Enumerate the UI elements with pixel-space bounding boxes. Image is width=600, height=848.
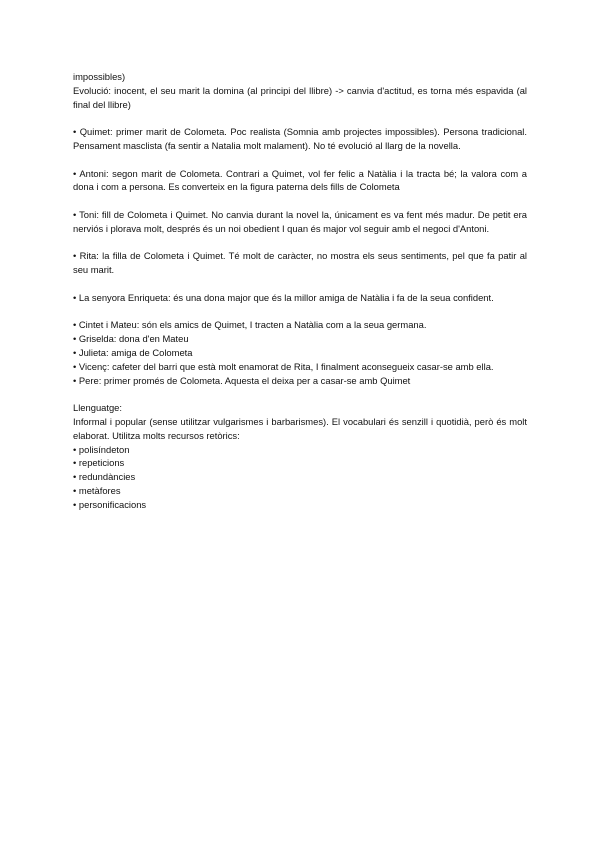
document-body [73, 70, 527, 512]
character-toni: • Toni: fill de Colometa i Quimet. No canvia durant la novel la, únicament es va fent més madur. De petit era nerviós i plorava molt, després és un noi obedient I quan és major vol seguir amb el negoci d'Antoni. [73, 208, 527, 234]
language-heading: Llenguatge: [73, 402, 123, 414]
language-item: • personificacions [73, 498, 147, 510]
language-item: • metàfores [73, 484, 121, 496]
intro-line-1: impossibles) [73, 71, 126, 82]
character-antoni: • Antoni: segon marit de Colometa. Contrari a Quimet, vol fer felic a Natàlia i la tracta bé; la valora com a dona i com a persona. Es converteix en la figura paterna dels fills de Colometa [73, 167, 527, 193]
character-enriqueta: • La senyora Enriqueta: és una dona major que és la millor amiga de Natàlia i fa de la seua confident. [73, 291, 494, 303]
character-quimet: • Quimet: primer marit de Colometa. Poc realista (Somnia amb projectes impossibles). Persona tradicional. Pensament masclista (fa sentir a Natalia molt malament). No té evolució al llarg de la novella. [73, 126, 527, 151]
language-item: • redundàncies [73, 471, 136, 483]
character-griselda: • Griselda: dona d'en Mateu [73, 333, 189, 345]
language-text: Informal i popular (sense utilitzar vulgarismes i barbarismes). El vocabulari és senzill i quotidià, però és molt elaborat. Utilitza molts recursos retòrics: [73, 415, 527, 441]
language-item: • repeticions [73, 457, 125, 469]
character-vicenc: • Vicenç: cafeter del barri que està molt enamorat de Rita, I finalment aconsegueix casar-se amb ella. [73, 360, 494, 372]
language-item: • polisíndeton [73, 443, 130, 455]
intro-evolution: Evolució: inocent, el seu marit la domina (al principi del llibre) -> canvia d'actitud, es torna més espavida (al final del llibre) [73, 84, 527, 110]
character-rita: • Rita: la filla de Colometa i Quimet. Té molt de caràcter, no mostra els seus sentiments, pel que fa patir al seu marit. [73, 250, 527, 276]
character-julieta: • Julieta: amiga de Colometa [73, 346, 193, 358]
character-pere: • Pere: primer promés de Colometa. Aquesta el deixa per a casar-se amb Quimet [73, 374, 411, 386]
character-cintet-mateu: • Cintet i Mateu: són els amics de Quimet, I tracten a Natàlia com a la seua germana. [73, 319, 427, 331]
